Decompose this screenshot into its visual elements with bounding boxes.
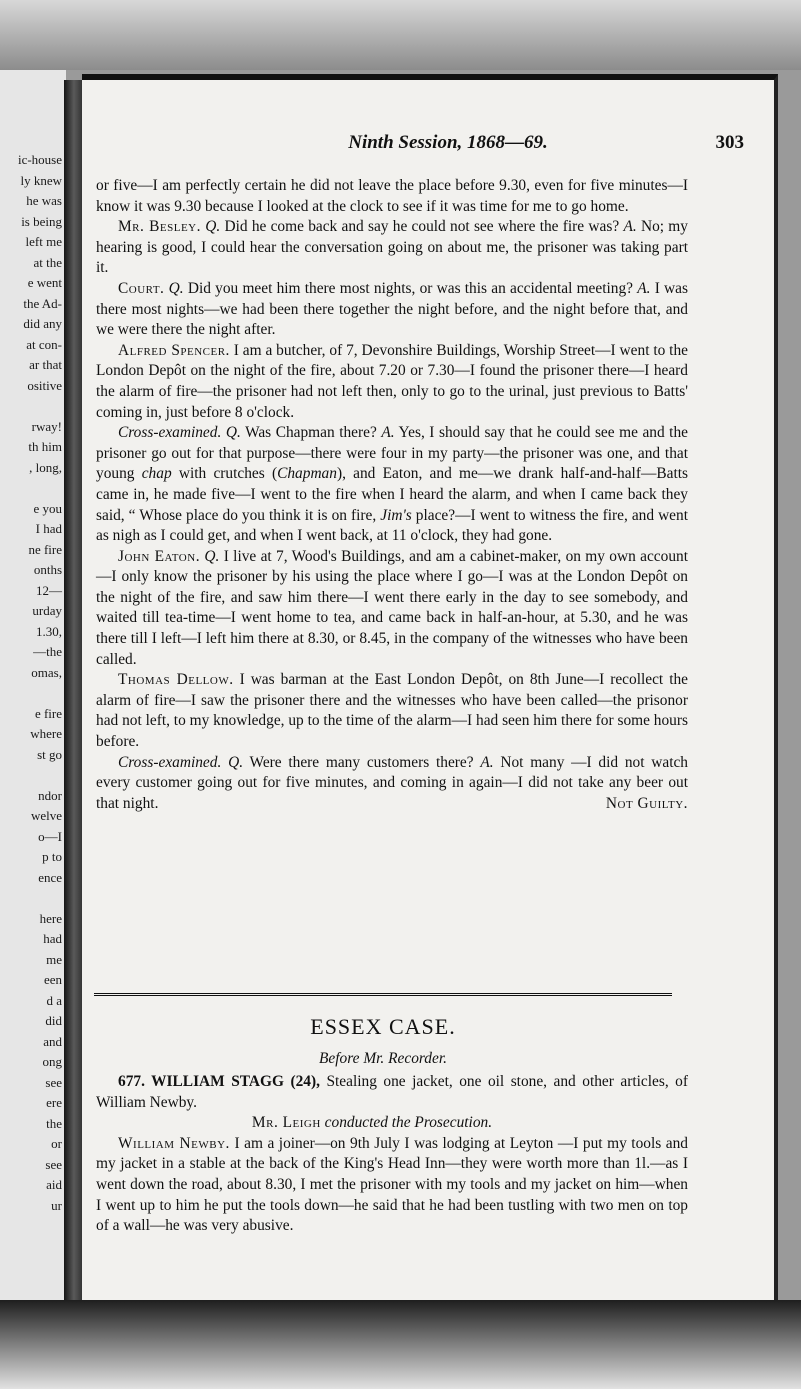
left-page-fragment: omas,: [31, 664, 62, 680]
question-marker: Q.: [204, 547, 220, 565]
answer-text: No; my hearing is good, I could hear the conversation going on about me, the prisoner was taking part it.: [96, 218, 688, 277]
left-page-fragment: the: [46, 1115, 62, 1131]
left-page-fragment: o—I: [38, 828, 62, 844]
left-page-text-fragments: [18, 150, 62, 1216]
left-page-fragment: [18, 396, 62, 417]
left-page-fragment: d a: [46, 992, 62, 1008]
answer-marker: A.: [480, 753, 494, 771]
left-page-fragment: [18, 683, 62, 704]
left-page-fragment: ne fire: [28, 541, 62, 557]
left-page-fragment: ence: [38, 869, 62, 885]
left-page-fragment: aid: [46, 1177, 62, 1192]
verdict: Not Guilty.: [605, 794, 688, 812]
answer-marker: A.: [381, 424, 395, 442]
page-header: [82, 132, 774, 158]
paragraph-continuation: [96, 176, 688, 217]
left-page-fragment: here: [39, 910, 62, 926]
question-text: Was Chapman there?: [245, 424, 377, 442]
speaker-name: Mr. Besley.: [118, 218, 201, 236]
paragraph-spencer-cross: [96, 423, 688, 547]
case-charge: Stealing one jacket, one oil stone, and other articles, of William Newby.: [96, 1073, 688, 1111]
testimony: I live at 7, Wood's Buildings, and am a cabinet-maker, on my own account—I only know the prisoner by his using the place where I go—I was at the London Depôt on the night of the fire, and saw him there—I went there early in the day to see somebody, and waited till tea-time—I went home to tea, and came back in half-an-hour, at 5.30, and he was there till I left—I left him there at 8.30, or 8.45, in the company of the witnesses who have been called.: [96, 547, 688, 668]
left-page-fragment: at the: [33, 254, 62, 270]
question-text: Did he come back and say he could not see where the fire was?: [224, 218, 620, 236]
question-text: Were there many customers there?: [249, 753, 474, 771]
left-page-fragment: at con-: [26, 336, 62, 352]
left-page-fragment: urday: [32, 603, 62, 618]
judge-line: Before Mr. Recorder.: [319, 1050, 447, 1067]
left-page-fragment: see: [45, 1074, 62, 1090]
paragraph-dellow: [96, 670, 688, 752]
answer-text: with crutches (: [178, 465, 278, 483]
left-page-fragment: ic-house: [17, 152, 62, 167]
left-page-fragment: , long,: [29, 459, 62, 475]
left-page-fragment: e fire: [34, 705, 62, 721]
left-page-fragment: the Ad-: [23, 295, 62, 311]
left-page-fragment: ndor: [38, 787, 62, 803]
left-page-fragment: [18, 765, 62, 786]
left-page-fragment: or: [51, 1136, 62, 1151]
answer-marker: A.: [623, 218, 637, 236]
left-page-fragment: and: [43, 1033, 62, 1049]
left-page-fragment: me: [46, 951, 62, 967]
italic-word: chap: [141, 465, 172, 483]
left-page-fragment: th him: [28, 439, 62, 454]
paragraph-eaton: [96, 547, 688, 671]
testimony-text: [96, 176, 688, 814]
left-page-fragment: did: [45, 1013, 62, 1028]
left-page-fragment: 12—: [36, 582, 62, 598]
speaker-name: Thomas Dellow.: [118, 671, 234, 689]
left-page-fragment: where: [30, 726, 62, 741]
left-page-margin: [0, 70, 66, 1305]
left-page-fragment: welve: [30, 808, 62, 823]
page-number: 303: [715, 132, 744, 153]
question-marker: Q.: [168, 279, 184, 297]
answer-text: I was there most nights—we had been there together the night before, and the night before that, and we were there the night after.: [96, 279, 688, 339]
left-page-fragment: ositive: [27, 377, 62, 393]
speaker-name: John Eaton.: [118, 547, 201, 565]
left-page-fragment: p to: [42, 849, 62, 864]
essex-case-text: [96, 1072, 688, 1237]
left-page-fragment: he was: [26, 193, 62, 208]
left-page-fragment: ly knew: [20, 172, 62, 188]
prosecution-line: [96, 1113, 688, 1134]
left-page-fragment: —the: [33, 644, 62, 659]
paragraph-court: [96, 279, 688, 341]
cross-examined-label: Cross-examined.: [118, 424, 222, 442]
answer-text: Not many —I did not watch every customer going out for five minutes, and coming in again—I did not take any beer out that night.: [96, 753, 688, 812]
speaker-name: Alfred Spencer.: [118, 341, 230, 359]
left-page-fragment: did any: [23, 316, 62, 331]
left-page-fragment: onths: [33, 562, 62, 577]
paragraph-dellow-cross: [96, 753, 688, 815]
italic-word: Jim's: [380, 506, 412, 524]
question-marker: Q.: [225, 424, 241, 442]
left-page-fragment: 1.30,: [36, 623, 62, 639]
left-page-fragment: ar that: [29, 357, 62, 372]
running-head: Ninth Session, 1868—69.: [348, 132, 548, 153]
paragraph-besley: [96, 217, 688, 279]
left-page-fragment: e went: [27, 275, 62, 290]
answer-text: place?—I went to witness the fire, and went as nigh as I could get, and when I went back, at 11 o'clock, they had gone.: [96, 506, 688, 545]
left-page-fragment: had: [43, 931, 62, 946]
question-marker: Q.: [205, 218, 221, 236]
left-page-fragment: left me: [25, 234, 62, 249]
answer-text: ), and Eaton, and me—we drank half-and-half—Batts came in, he made five—I went to the fire when I heard the alarm, and when I came back they said, “ Whose place do you think it is on fire,: [96, 465, 688, 524]
paragraph-newby: [96, 1134, 688, 1237]
italic-word: Chapman: [277, 465, 337, 483]
section-title: ESSEX CASE.: [310, 1014, 456, 1039]
scan-background-top: [0, 0, 801, 70]
paragraph-spencer: [96, 341, 688, 423]
text-run: or five—I am perfectly certain he did not leave the place before 9.30, even for five minutes—I know it was 9.30 because I looked at the clock to see if it was time for me to go home.: [96, 177, 688, 215]
left-page-fragment: rway!: [31, 418, 62, 434]
speaker-name: Court.: [118, 279, 165, 297]
right-page: [82, 74, 778, 1310]
answer-text: Yes, I should say that he could see me and the prisoner go out for that purpose—there were four in my party—the prisoner was one, and that young: [96, 424, 688, 483]
left-page-fragment: ong: [42, 1054, 62, 1069]
section-divider: [94, 993, 672, 996]
prosecutor-name: Mr. Leigh: [251, 1114, 321, 1132]
question-marker: Q.: [228, 753, 244, 771]
speaker-name: William Newby.: [118, 1134, 230, 1152]
left-page-fragment: ere: [46, 1095, 62, 1110]
left-page-fragment: is being: [21, 213, 62, 229]
prosecution-text: conducted the Prosecution.: [324, 1114, 493, 1132]
left-page-fragment: I had: [35, 521, 62, 536]
left-page-fragment: [18, 888, 62, 909]
testimony: I am a butcher, of 7, Devonshire Buildings, Worship Street—I went to the London Depôt on the night of the fire, about 7.20 or 7.30—I found the prisoner there—I heard the alarm of fire—the prisoner had not left then, only to go to the urinal, just previous to Batts' coming in, just before 8 o'clock.: [96, 341, 688, 421]
testimony: I am a joiner—on 9th July I was lodging at Leyton —I put my tools and my jacket in a stable at the back of the King's Head Inn—they were worth more than 1l.—as I went down the road, about 8.30, I met the prisoner with my tools and my jacket on him—when I went up to him he put the tools down—he said that he had been tustling with two men on top of a wall—he was very abusive.: [96, 1134, 688, 1235]
left-page-fragment: ur: [51, 1197, 62, 1213]
left-page-fragment: st go: [37, 746, 62, 762]
case-heading: 677. WILLIAM STAGG (24),: [118, 1073, 320, 1090]
left-page-fragment: een: [43, 972, 62, 987]
case-paragraph: [96, 1072, 688, 1113]
question-text: Did you meet him there most nights, or was this an accidental meeting?: [187, 279, 633, 297]
left-page-fragment: e you: [33, 500, 62, 516]
answer-marker: A.: [637, 279, 651, 297]
left-page-fragment: [18, 478, 62, 499]
scan-background-bottom: [0, 1300, 801, 1389]
testimony: I was barman at the East London Depôt, on 8th June—I recollect the alarm of fire—I saw the prisoner there and the witnesses who have been called—the prisonor had not left, to my knowledge, up to the time of the alarm—I had seen him there for some hours before.: [96, 671, 688, 751]
left-page-fragment: see: [45, 1156, 62, 1172]
cross-examined-label: Cross-examined.: [118, 753, 222, 771]
